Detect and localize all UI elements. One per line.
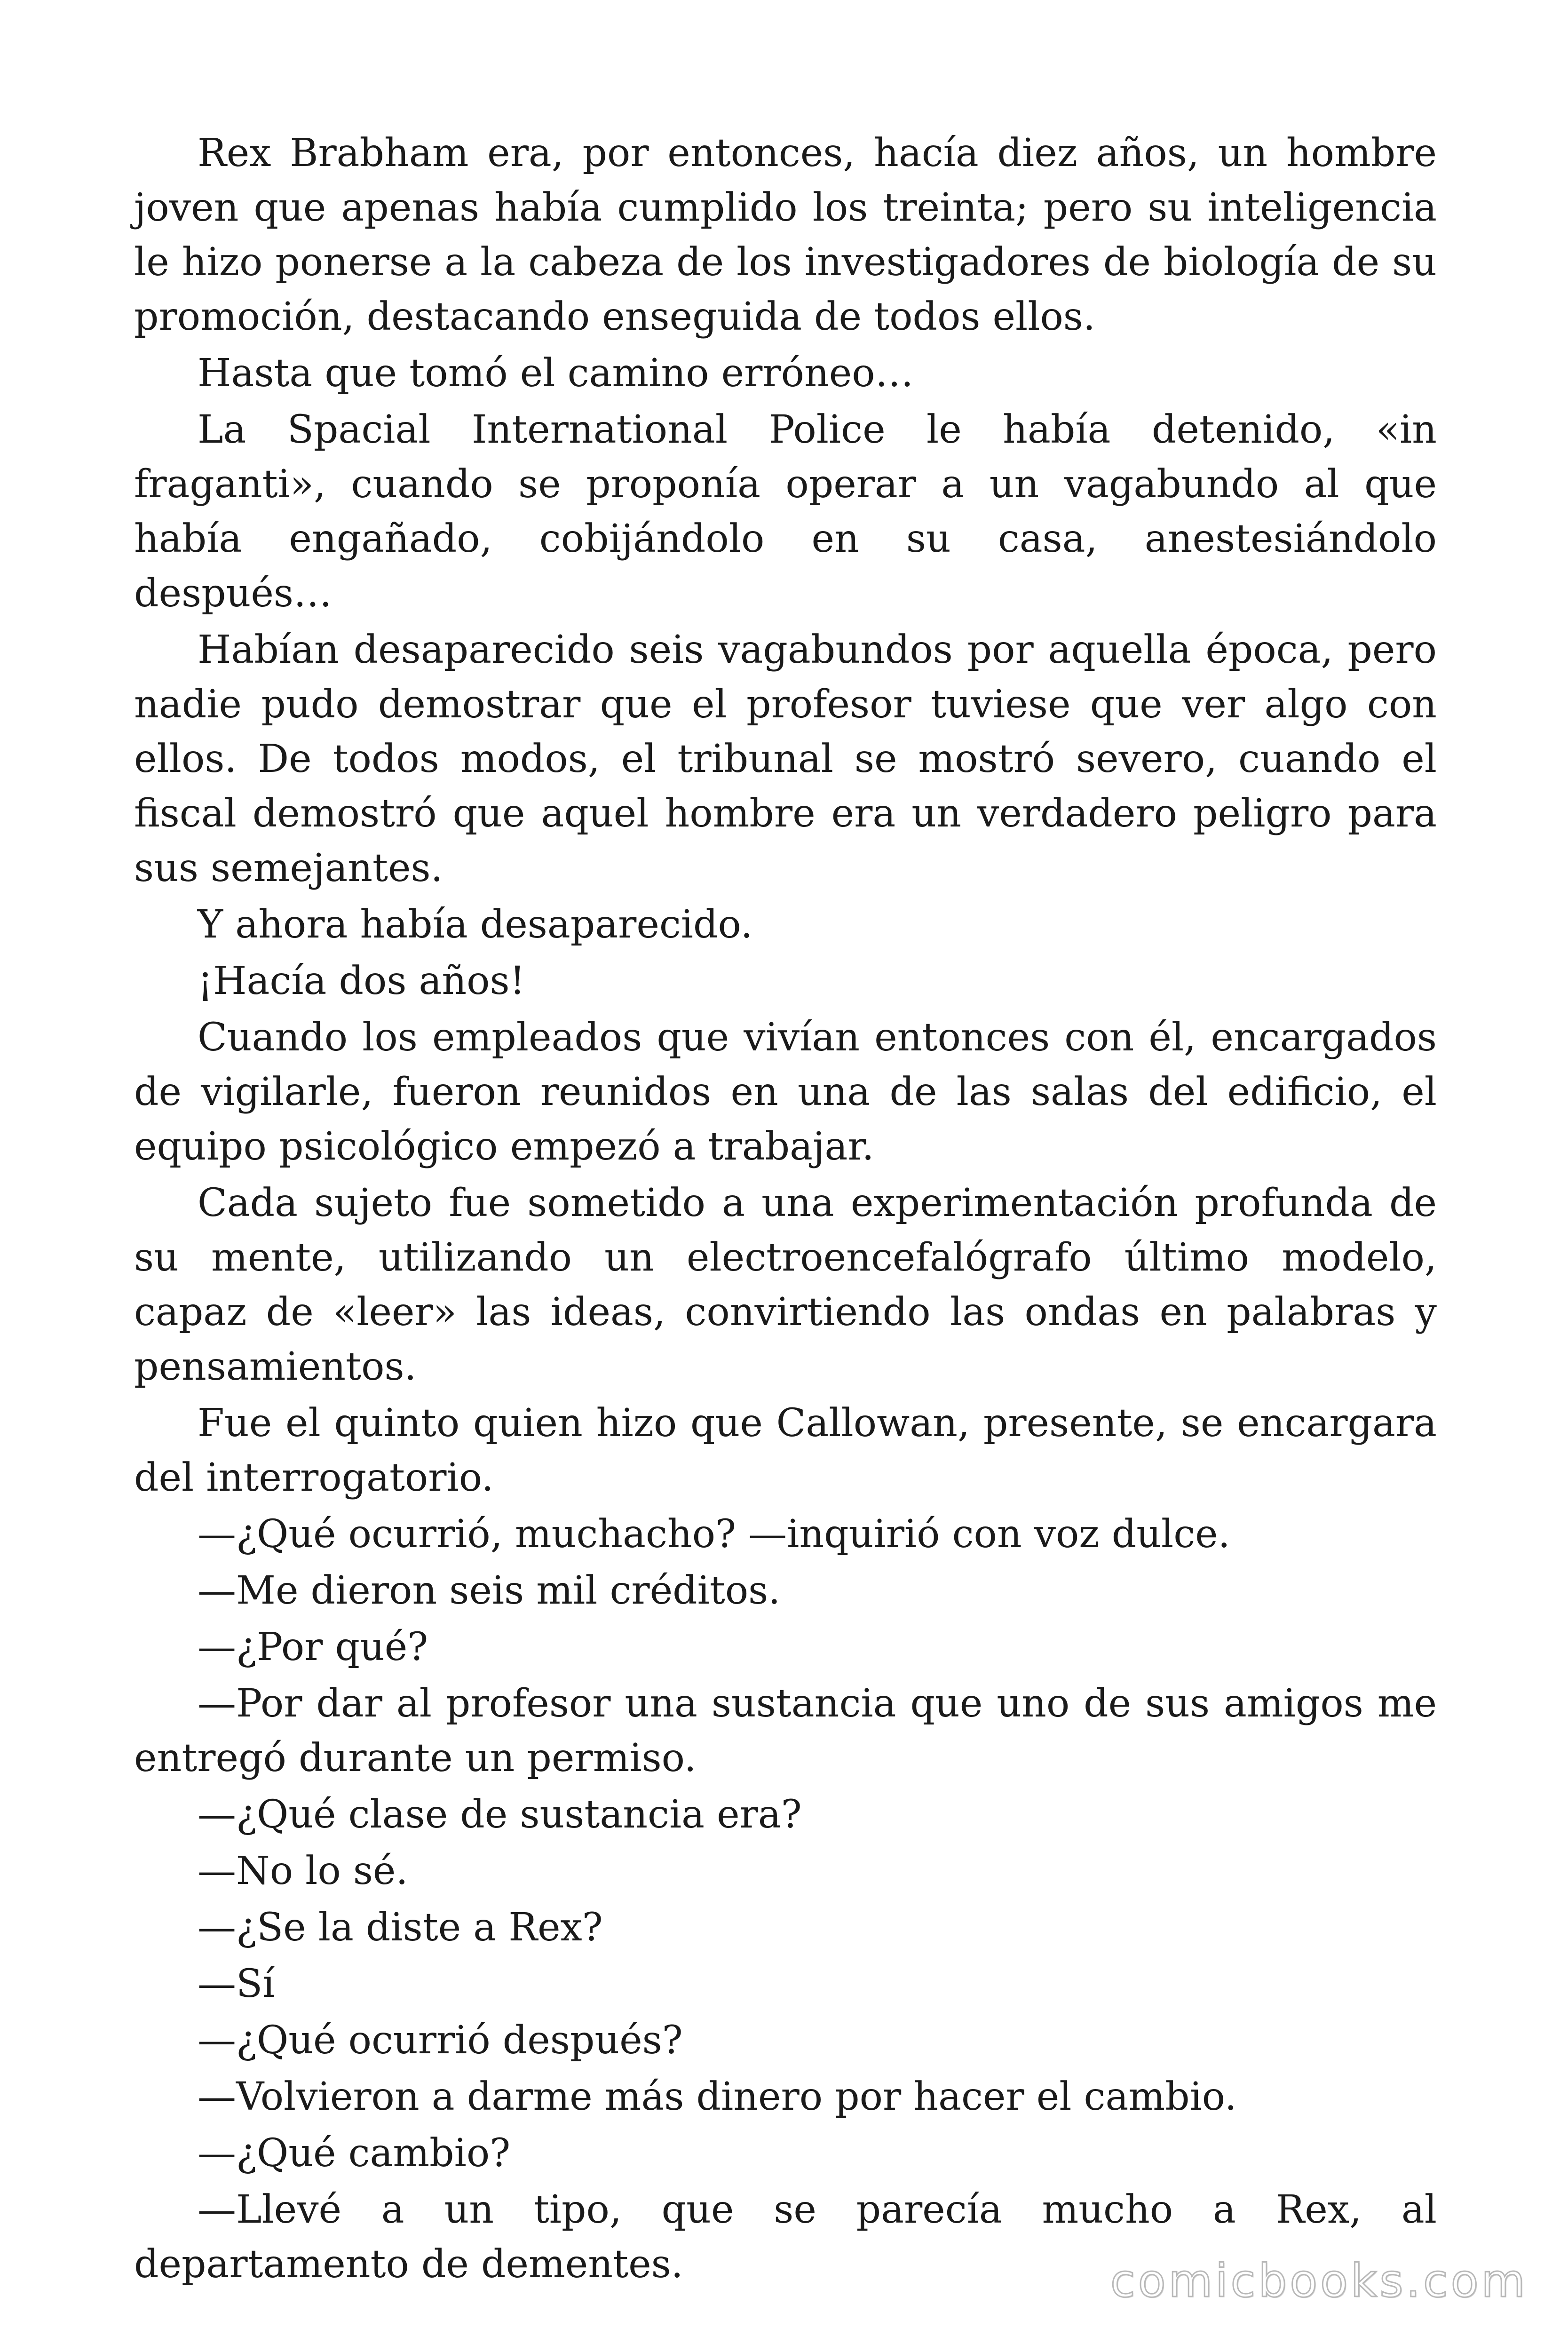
dialogue-line: —¿Qué cambio?: [198, 2131, 511, 2176]
paragraph: Cada sujeto fue sometido a una experimentación profunda de su mente, utilizando un electroencefalógrafo último modelo, capaz de «leer» las ideas, convirtiendo las ondas en palabras y pensamientos.: [134, 1181, 1437, 1389]
dialogue-line: —Por dar al profesor una sustancia que uno de sus amigos me entregó durante un permiso.: [134, 1681, 1437, 1780]
paragraph: Y ahora había desaparecido.: [198, 902, 753, 947]
dialogue-line: —¿Qué ocurrió, muchacho? —inquirió con voz dulce.: [198, 1512, 1230, 1557]
paragraph: ¡Hacía dos años!: [198, 959, 525, 1003]
paragraph: Fue el quinto quien hizo que Callowan, presente, se encargara del interrogatorio.: [134, 1401, 1437, 1500]
dialogue-line: —¿Se la diste a Rex?: [198, 1905, 603, 1950]
dialogue-line: —¿Qué ocurrió después?: [198, 2018, 683, 2063]
dialogue-line: —Llevé a un tipo, que se parecía mucho a Rex, al departamento de dementes.: [134, 2187, 1437, 2287]
watermark: comicbooks.com: [1110, 2255, 1528, 2307]
paragraph: La Spacial International Police le había detenido, «in fraganti», cuando se proponía operar a un vagabundo al que había engañado, cobijándolo en su casa, anestesiándolo después…: [134, 407, 1437, 616]
dialogue-line: —¿Qué clase de sustancia era?: [198, 1792, 802, 1837]
dialogue-line: —Sí: [198, 1962, 275, 2006]
paragraph: Habían desaparecido seis vagabundos por aquella época, pero nadie pudo demostrar que el profesor tuviese que ver algo con ellos. De todos modos, el tribunal se mostró severo, cuando el fiscal demostró que aquel hombre era un verdadero peligro para sus semejantes.: [134, 628, 1437, 890]
dialogue-line: —¿Por qué?: [198, 1625, 428, 1669]
dialogue-line: —Volvieron a darme más dinero por hacer el cambio.: [198, 2074, 1237, 2119]
dialogue-line: —Me dieron seis mil créditos.: [198, 1568, 781, 1613]
paragraph: Hasta que tomó el camino erróneo…: [198, 351, 914, 396]
paragraph: Cuando los empleados que vivían entonces con él, encargados de vigilarle, fueron reunidos en una de las salas del edificio, el equipo psicológico empezó a trabajar.: [134, 1015, 1437, 1169]
dialogue-line: —No lo sé.: [198, 1849, 408, 1893]
page-body: [134, 126, 1437, 2294]
paragraph: Rex Brabham era, por entonces, hacía diez años, un hombre joven que apenas había cumplido los treinta; pero su inteligencia le hizo ponerse a la cabeza de los investigadores de biología de su promoción, destacando enseguida de todos ellos.: [134, 131, 1437, 339]
